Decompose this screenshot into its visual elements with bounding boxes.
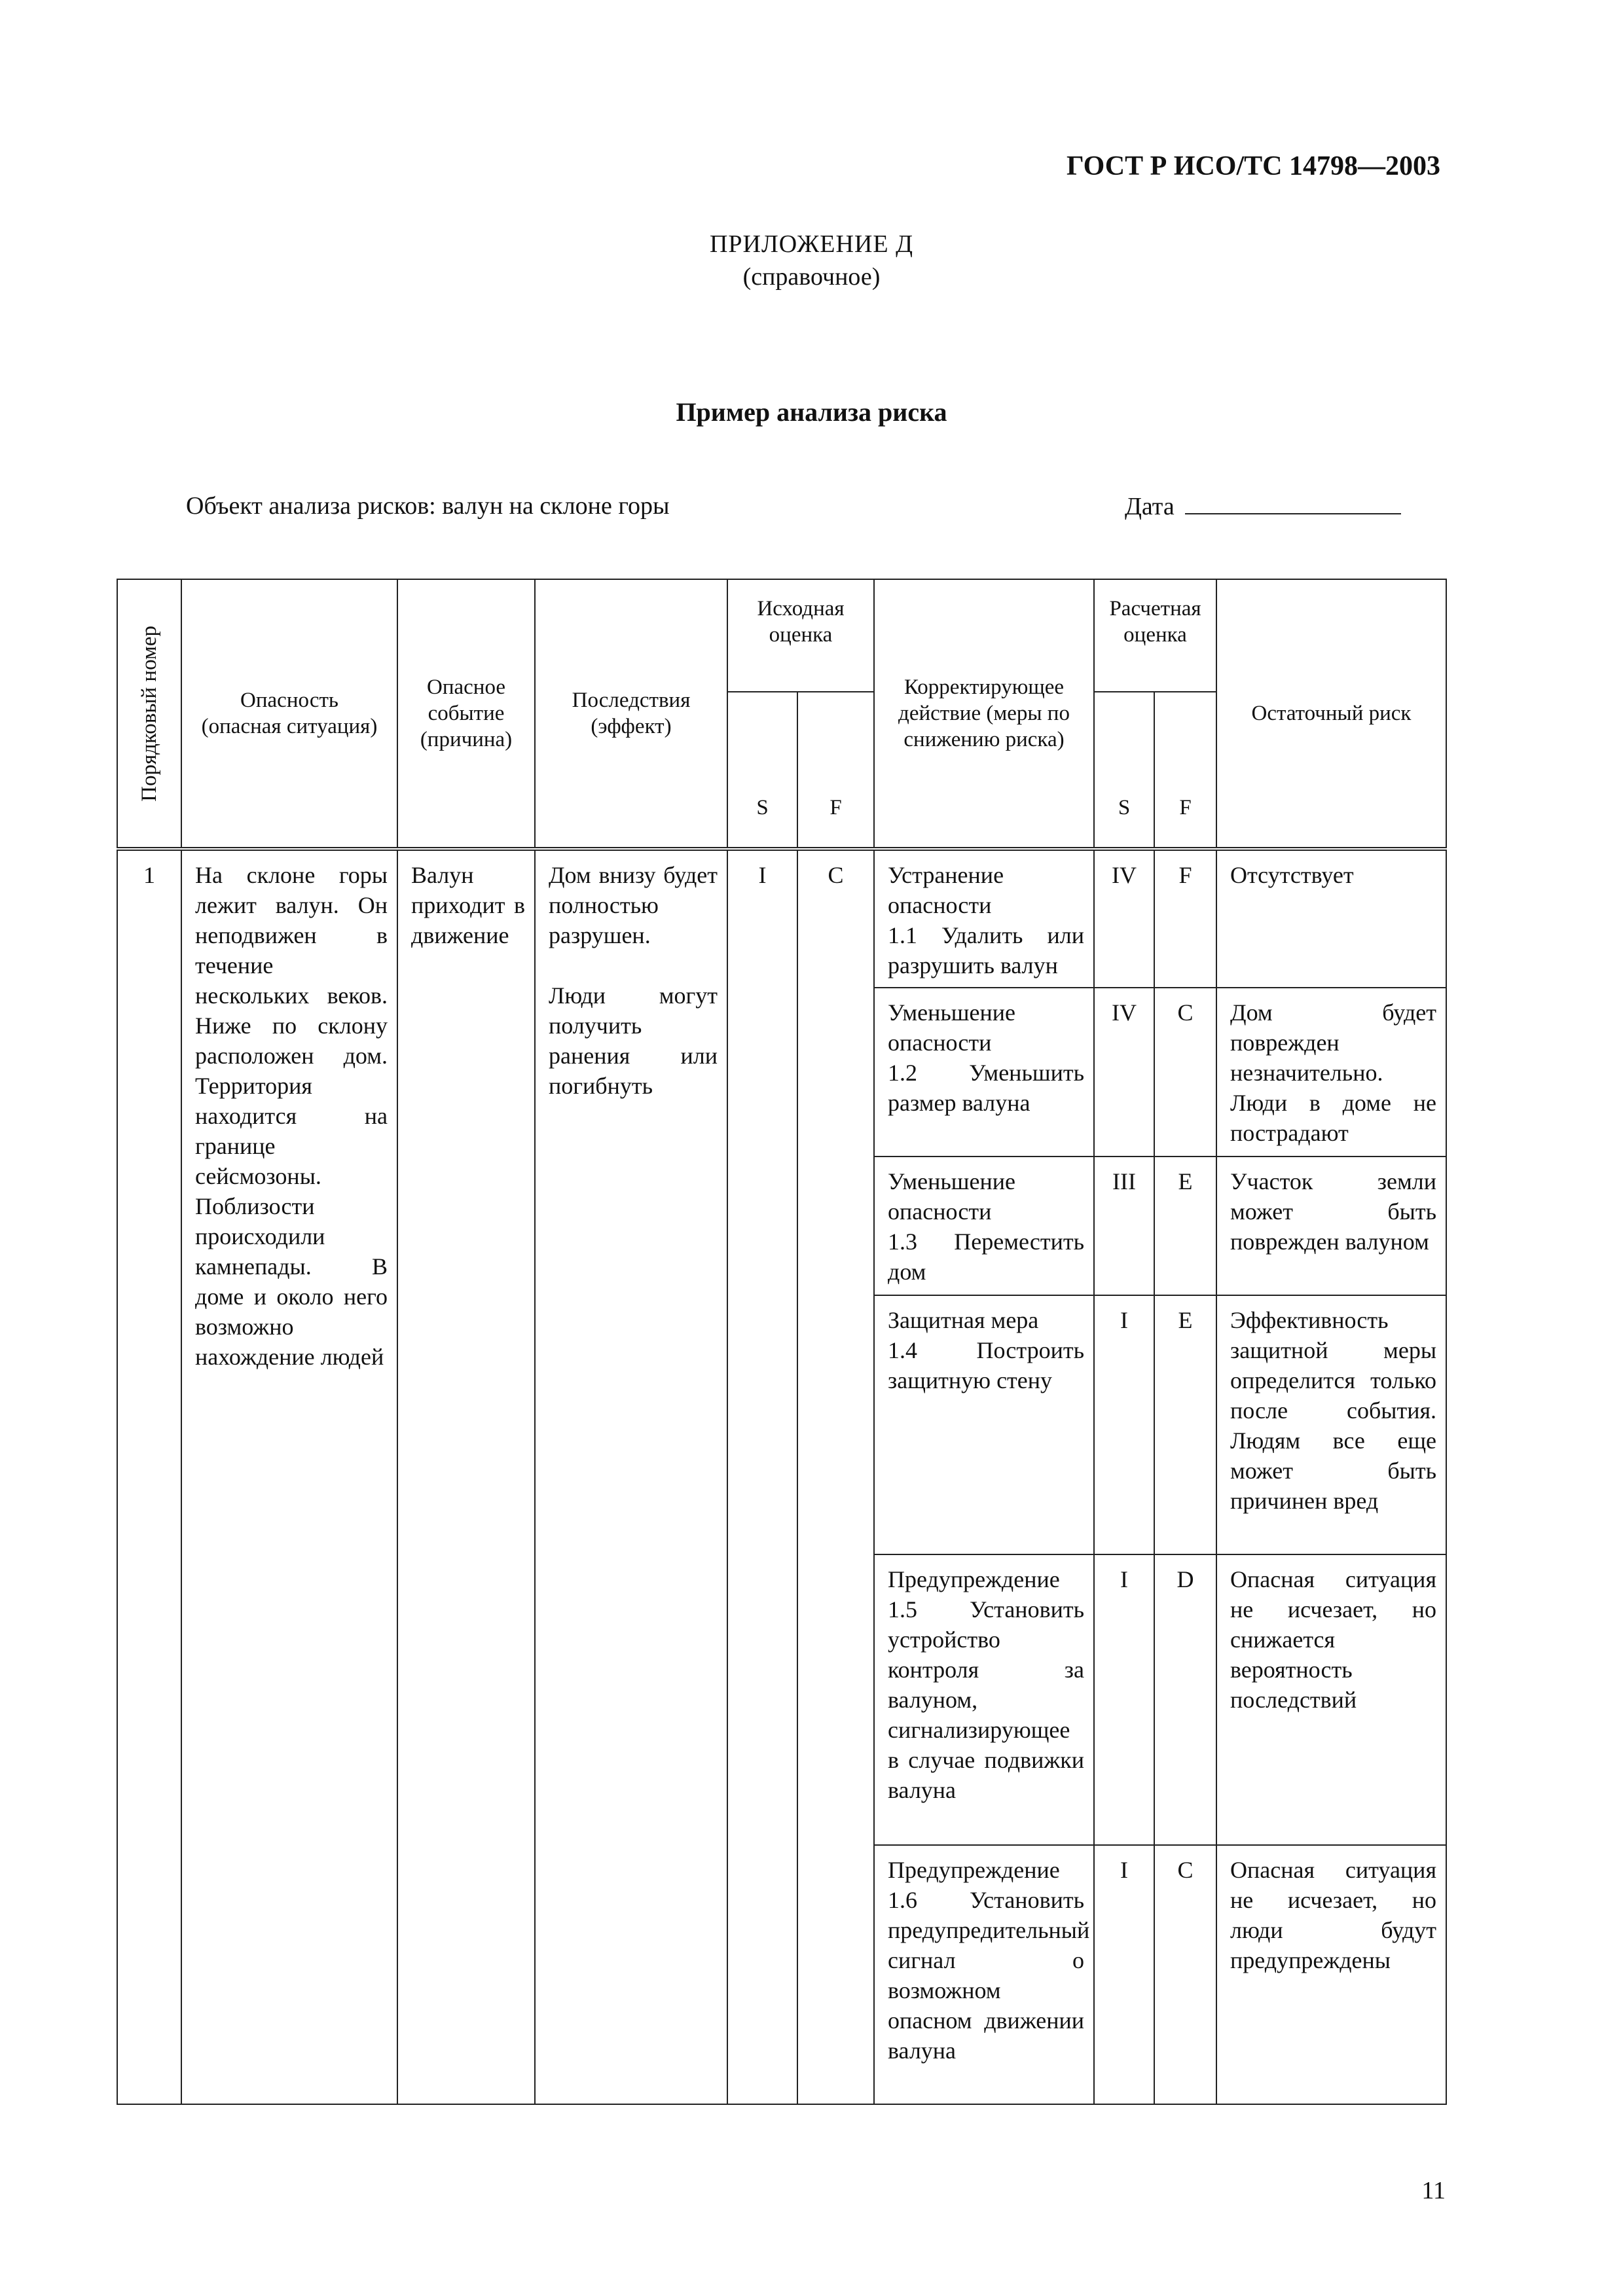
action-f: E	[1154, 1295, 1216, 1554]
date-blank-line	[1185, 490, 1401, 514]
action-title: Уменьшение опасности	[888, 999, 1015, 1056]
header-event-line1: Опасное	[427, 675, 505, 699]
action-f: F	[1154, 849, 1216, 988]
action-text: 1.3 Переместить дом	[888, 1229, 1084, 1285]
consequence-people: Люди могут получить ранения или погибнуть	[549, 982, 718, 1099]
header-consequence-line1: Последствия	[572, 689, 691, 712]
section-title: Пример анализа риска	[676, 397, 947, 427]
row-event	[397, 849, 535, 2104]
header-consequence-line2: (эффект)	[591, 715, 672, 738]
action-s: I	[1094, 1845, 1154, 2104]
header-number-text: Порядковый номер	[137, 625, 161, 802]
action-cell	[874, 1157, 1094, 1295]
table-header-row	[117, 579, 1446, 692]
header-initial-f: F	[797, 692, 874, 849]
action-residual: Отсутствует	[1216, 849, 1446, 988]
action-s: IV	[1094, 849, 1154, 988]
header-initial-line1: Исходная	[757, 597, 845, 620]
action-text: 1.4 Построить защитную стену	[888, 1337, 1084, 1393]
action-residual: Опасная ситуация не исчезает, но снижается вероятность последствий	[1216, 1554, 1446, 1845]
analysis-object: Объект анализа рисков: валун на склоне горы	[186, 492, 670, 520]
action-s: I	[1094, 1295, 1154, 1554]
action-f: C	[1154, 1845, 1216, 2104]
action-title: Уменьшение опасности	[888, 1168, 1015, 1225]
appendix-title: ПРИЛОЖЕНИЕ Д	[709, 230, 914, 258]
initial-s-value: I	[758, 862, 767, 888]
page-number: 11	[1421, 2177, 1446, 2204]
action-title: Предупреждение	[888, 1566, 1060, 1592]
header-event-line2: событие	[428, 702, 505, 725]
action-cell	[874, 1295, 1094, 1554]
action-title: Предупреждение	[888, 1857, 1060, 1883]
action-text: 1.5 Установить устройство контроля за валуном, сигнализирующее в случае подвижки валуна	[888, 1596, 1084, 1803]
action-f: E	[1154, 1157, 1216, 1295]
initial-f-value: C	[828, 862, 844, 888]
row-consequence-text	[536, 851, 727, 1107]
action-title: Устранение опасности	[888, 862, 1004, 918]
header-corrective-line3: снижению риска)	[903, 728, 1065, 751]
table-row	[117, 849, 1446, 988]
header-corrective-line2: действие (меры по	[898, 702, 1070, 725]
header-corrective-line1: Корректирующее	[903, 675, 1065, 699]
action-residual: Участок земли может быть поврежден валуном	[1216, 1157, 1446, 1295]
row-consequence	[535, 849, 727, 2104]
header-residual-risk: Остаточный риск	[1216, 579, 1446, 849]
action-s: IV	[1094, 988, 1154, 1157]
consequence-house: Дом внизу будет полностью разрушен.	[549, 862, 718, 948]
action-residual: Эффективность защитной меры определится только после события. Людям все еще может быть причинен вред	[1216, 1295, 1446, 1554]
header-hazard	[181, 579, 397, 849]
row-initial-s	[727, 849, 797, 2104]
row-hazard	[181, 849, 397, 2104]
header-calculated-assessment	[1094, 579, 1216, 692]
row-number	[117, 849, 181, 2104]
date-field	[1125, 490, 1401, 523]
header-initial-s: S	[727, 692, 797, 849]
header-initial-line2: оценка	[769, 623, 833, 647]
action-text: 1.6 Установить предупредительный сигнал о возможном опасном движении валуна	[888, 1887, 1090, 2064]
action-text: 1.2 Уменьшить размер валуна	[888, 1060, 1084, 1116]
header-calculated-line2: оценка	[1123, 623, 1187, 647]
header-hazard-line1: Опасность	[240, 689, 338, 712]
header-number	[117, 579, 181, 849]
action-s: I	[1094, 1554, 1154, 1845]
action-f: C	[1154, 988, 1216, 1157]
action-residual: Опасная ситуация не исчезает, но люди будут предупреждены	[1216, 1845, 1446, 2104]
document-code: ГОСТ Р ИСО/ТС 14798—2003	[1066, 151, 1440, 181]
row-initial-f	[797, 849, 874, 2104]
action-cell	[874, 849, 1094, 988]
row-hazard-text: На склоне горы лежит валун. Он неподвижен в течение нескольких веков. Ниже по склону расположен дом. Территория находится на границе сейсмозоны. Поблизости происходили камнепады. В доме и около него возможно нахождение людей	[195, 862, 388, 1370]
header-event	[397, 579, 535, 849]
action-cell	[874, 1554, 1094, 1845]
header-consequence	[535, 579, 727, 849]
header-corrective-action	[874, 579, 1094, 849]
header-event-line3: (причина)	[420, 728, 513, 751]
header-initial-assessment	[727, 579, 874, 692]
action-s: III	[1094, 1157, 1154, 1295]
action-text: 1.1 Удалить или разрушить валун	[888, 922, 1084, 978]
header-calculated-line1: Расчетная	[1109, 597, 1201, 620]
action-cell	[874, 988, 1094, 1157]
action-residual: Дом будет поврежден незначительно. Люди в доме не пострадают	[1216, 988, 1446, 1157]
header-calculated-s: S	[1094, 692, 1154, 849]
row-number-text: 1	[143, 862, 155, 888]
appendix-type: (справочное)	[742, 263, 881, 291]
action-f: D	[1154, 1554, 1216, 1845]
action-cell	[874, 1845, 1094, 2104]
header-hazard-line2: (опасная ситуация)	[201, 715, 378, 738]
row-event-text: Валун приходит в движение	[411, 862, 525, 948]
risk-analysis-table	[117, 579, 1447, 2105]
action-title: Защитная мера	[888, 1307, 1039, 1333]
header-calculated-f: F	[1154, 692, 1216, 849]
date-label: Дата	[1125, 493, 1175, 520]
